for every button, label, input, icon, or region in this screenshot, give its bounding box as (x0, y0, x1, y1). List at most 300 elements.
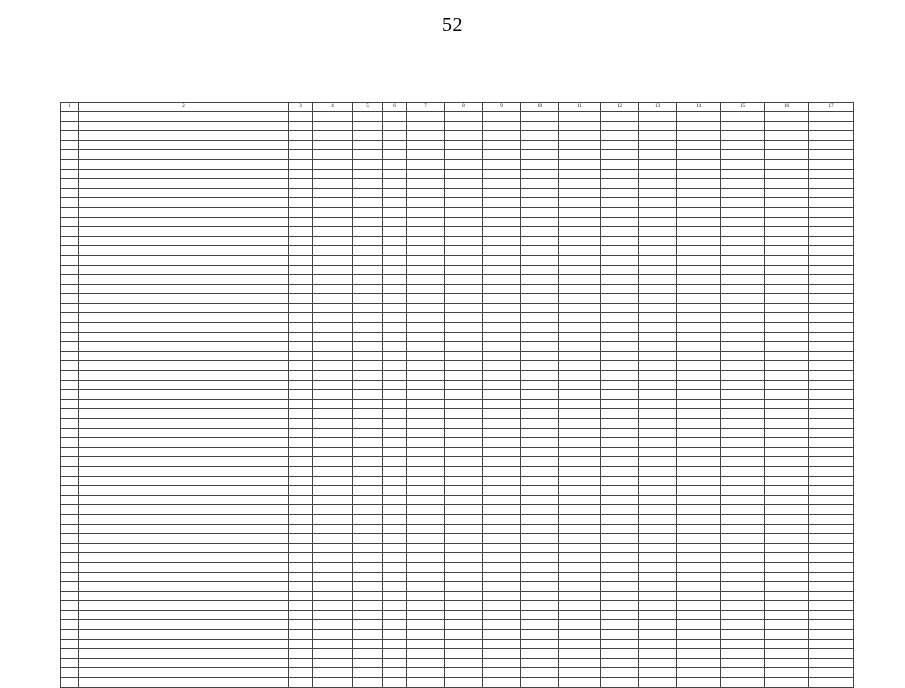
table-cell (407, 620, 445, 630)
table-cell (601, 207, 639, 217)
table-cell (383, 303, 407, 313)
table-cell (809, 639, 854, 649)
table-cell (61, 572, 79, 582)
table-row (61, 524, 854, 534)
table-cell (677, 227, 721, 237)
table-cell (809, 313, 854, 323)
table-cell (677, 121, 721, 131)
table-cell (289, 572, 313, 582)
table-cell (353, 505, 383, 515)
table-cell (809, 534, 854, 544)
table-cell (79, 169, 289, 179)
table-cell (61, 303, 79, 313)
table-cell (383, 294, 407, 304)
table-cell (353, 294, 383, 304)
table-cell (289, 121, 313, 131)
table-cell (383, 610, 407, 620)
table-cell (809, 188, 854, 198)
table-cell (353, 447, 383, 457)
page-number: 52 (442, 14, 463, 36)
table-cell (559, 236, 601, 246)
table-cell (313, 169, 353, 179)
table-cell (639, 332, 677, 342)
table-row (61, 303, 854, 313)
table-cell (639, 399, 677, 409)
table-cell (559, 361, 601, 371)
table-cell (61, 543, 79, 553)
table-cell (353, 255, 383, 265)
table-cell (383, 188, 407, 198)
table-cell (445, 112, 483, 122)
table-cell (721, 351, 765, 361)
table-cell (721, 294, 765, 304)
table-cell (601, 275, 639, 285)
table-cell (79, 342, 289, 352)
table-cell (677, 246, 721, 256)
table-cell (445, 159, 483, 169)
table-cell (483, 678, 521, 688)
table-row (61, 419, 854, 429)
table-cell (445, 658, 483, 668)
table-cell (601, 380, 639, 390)
table-cell (353, 428, 383, 438)
table-cell (483, 668, 521, 678)
table-cell (445, 207, 483, 217)
table-cell (601, 131, 639, 141)
table-cell (677, 140, 721, 150)
table-cell (601, 601, 639, 611)
table-cell (721, 188, 765, 198)
table-cell (383, 351, 407, 361)
table-cell (559, 505, 601, 515)
table-cell (721, 131, 765, 141)
table-cell (445, 351, 483, 361)
table-cell (721, 313, 765, 323)
table-cell (61, 121, 79, 131)
table-cell (61, 466, 79, 476)
table-cell (289, 514, 313, 524)
table-cell (601, 466, 639, 476)
table-cell (521, 380, 559, 390)
table-cell (601, 524, 639, 534)
table-cell (765, 236, 809, 246)
table-cell (445, 562, 483, 572)
table-cell (353, 313, 383, 323)
table-row (61, 227, 854, 237)
table-cell (289, 610, 313, 620)
table-cell (61, 284, 79, 294)
table-cell (721, 246, 765, 256)
column-number: 5 (353, 103, 383, 112)
table-cell (521, 294, 559, 304)
table-cell (79, 572, 289, 582)
table-cell (677, 112, 721, 122)
table-cell (383, 313, 407, 323)
table-cell (559, 131, 601, 141)
table-cell (559, 179, 601, 189)
table-cell (601, 342, 639, 352)
table-cell (721, 630, 765, 640)
table-cell (521, 131, 559, 141)
table-cell (313, 438, 353, 448)
table-cell (639, 121, 677, 131)
table-cell (61, 658, 79, 668)
table-cell (383, 438, 407, 448)
table-cell (809, 294, 854, 304)
table-cell (407, 457, 445, 467)
table-cell (383, 639, 407, 649)
table-cell (79, 399, 289, 409)
table-cell (289, 428, 313, 438)
table-cell (353, 361, 383, 371)
table-cell (483, 428, 521, 438)
table-cell (313, 543, 353, 553)
table-cell (483, 188, 521, 198)
table-cell (61, 630, 79, 640)
table-cell (639, 342, 677, 352)
table-cell (483, 447, 521, 457)
table-cell (445, 390, 483, 400)
table-cell (521, 610, 559, 620)
table-cell (445, 591, 483, 601)
table-cell (79, 447, 289, 457)
table-cell (289, 562, 313, 572)
table-cell (353, 236, 383, 246)
table-cell (383, 275, 407, 285)
table-cell (407, 562, 445, 572)
table-cell (383, 562, 407, 572)
table-cell (289, 630, 313, 640)
table-cell (483, 255, 521, 265)
table-cell (721, 678, 765, 688)
table-cell (601, 678, 639, 688)
table-cell (313, 505, 353, 515)
table-cell (407, 361, 445, 371)
table-cell (809, 649, 854, 659)
table-cell (601, 447, 639, 457)
table-cell (353, 543, 383, 553)
table-cell (383, 553, 407, 563)
table-cell (765, 380, 809, 390)
table-cell (601, 351, 639, 361)
column-number: 14 (677, 103, 721, 112)
table-cell (809, 323, 854, 333)
table-cell (559, 428, 601, 438)
table-cell (383, 399, 407, 409)
table-row (61, 438, 854, 448)
table-cell (721, 342, 765, 352)
table-cell (445, 131, 483, 141)
table-cell (289, 543, 313, 553)
table-cell (677, 351, 721, 361)
table-cell (721, 275, 765, 285)
table-cell (383, 236, 407, 246)
table-cell (383, 371, 407, 381)
table-cell (483, 227, 521, 237)
table-cell (601, 217, 639, 227)
table-cell (721, 236, 765, 246)
table-cell (639, 582, 677, 592)
table-cell (809, 572, 854, 582)
table-cell (601, 649, 639, 659)
table-cell (407, 275, 445, 285)
table-cell (445, 342, 483, 352)
table-cell (639, 303, 677, 313)
table-cell (521, 169, 559, 179)
table-cell (79, 390, 289, 400)
table-cell (765, 409, 809, 419)
table-cell (677, 150, 721, 160)
table-cell (521, 639, 559, 649)
table-cell (639, 198, 677, 208)
table-row (61, 534, 854, 544)
table-cell (61, 342, 79, 352)
table-cell (765, 399, 809, 409)
table-cell (79, 332, 289, 342)
table-cell (559, 649, 601, 659)
table-cell (483, 534, 521, 544)
table-cell (601, 323, 639, 333)
table-cell (289, 466, 313, 476)
table-cell (639, 351, 677, 361)
table-cell (483, 351, 521, 361)
table-cell (313, 524, 353, 534)
table-cell (407, 121, 445, 131)
table-cell (809, 505, 854, 515)
table-cell (353, 572, 383, 582)
table-cell (521, 678, 559, 688)
table-row (61, 188, 854, 198)
table-cell (61, 601, 79, 611)
table-row (61, 553, 854, 563)
table-cell (289, 457, 313, 467)
table-cell (353, 678, 383, 688)
table-cell (353, 207, 383, 217)
table-cell (383, 380, 407, 390)
table-cell (407, 582, 445, 592)
table-cell (383, 572, 407, 582)
table-cell (445, 399, 483, 409)
table-cell (721, 572, 765, 582)
table-cell (483, 466, 521, 476)
table-cell (407, 553, 445, 563)
table-cell (313, 428, 353, 438)
table-cell (313, 466, 353, 476)
table-cell (765, 140, 809, 150)
table-row (61, 428, 854, 438)
table-cell (809, 265, 854, 275)
table-cell (313, 303, 353, 313)
table-cell (521, 505, 559, 515)
column-number: 10 (521, 103, 559, 112)
table-cell (677, 466, 721, 476)
table-cell (765, 294, 809, 304)
table-cell (639, 284, 677, 294)
column-number: 1 (61, 103, 79, 112)
table-cell (61, 678, 79, 688)
table-cell (289, 112, 313, 122)
table-cell (601, 514, 639, 524)
table-cell (445, 466, 483, 476)
table-cell (639, 275, 677, 285)
table-cell (313, 409, 353, 419)
table-cell (677, 159, 721, 169)
table-cell (677, 601, 721, 611)
table-cell (521, 524, 559, 534)
table-cell (765, 246, 809, 256)
table-cell (353, 610, 383, 620)
table-cell (765, 112, 809, 122)
table-cell (809, 476, 854, 486)
table-cell (765, 207, 809, 217)
table-cell (313, 351, 353, 361)
table-cell (61, 428, 79, 438)
table-cell (445, 188, 483, 198)
table-cell (639, 380, 677, 390)
table-cell (445, 121, 483, 131)
table-cell (721, 217, 765, 227)
table-cell (313, 198, 353, 208)
table-row (61, 217, 854, 227)
table-cell (677, 390, 721, 400)
table-cell (407, 572, 445, 582)
table-cell (639, 390, 677, 400)
table-cell (677, 419, 721, 429)
table-cell (79, 582, 289, 592)
table-cell (765, 601, 809, 611)
table-cell (61, 620, 79, 630)
table-cell (765, 284, 809, 294)
table-cell (353, 265, 383, 275)
table-cell (639, 246, 677, 256)
table-cell (483, 159, 521, 169)
table-row (61, 543, 854, 553)
table-cell (313, 553, 353, 563)
table-cell (521, 150, 559, 160)
table-cell (809, 678, 854, 688)
table-cell (313, 639, 353, 649)
table-cell (809, 438, 854, 448)
table-cell (407, 658, 445, 668)
table-row (61, 486, 854, 496)
table-cell (79, 150, 289, 160)
table-cell (639, 159, 677, 169)
table-cell (765, 121, 809, 131)
column-number: 9 (483, 103, 521, 112)
table-cell (521, 390, 559, 400)
table-cell (445, 495, 483, 505)
table-cell (677, 131, 721, 141)
table-cell (809, 658, 854, 668)
table-cell (677, 610, 721, 620)
table-cell (809, 179, 854, 189)
table-cell (521, 438, 559, 448)
table-cell (383, 131, 407, 141)
table-cell (559, 380, 601, 390)
table-cell (483, 486, 521, 496)
table-cell (721, 332, 765, 342)
table-cell (809, 562, 854, 572)
table-cell (483, 582, 521, 592)
table-cell (721, 207, 765, 217)
table-cell (559, 591, 601, 601)
table-cell (521, 198, 559, 208)
table-cell (445, 630, 483, 640)
table-cell (79, 361, 289, 371)
table-cell (445, 380, 483, 390)
table-cell (677, 371, 721, 381)
table-cell (383, 495, 407, 505)
table-cell (559, 457, 601, 467)
table-cell (353, 630, 383, 640)
table-cell (383, 630, 407, 640)
table-cell (289, 668, 313, 678)
table-cell (289, 419, 313, 429)
table-cell (289, 495, 313, 505)
table-cell (483, 572, 521, 582)
table-cell (383, 169, 407, 179)
table-cell (809, 610, 854, 620)
table-cell (289, 169, 313, 179)
table-cell (721, 476, 765, 486)
table-cell (353, 188, 383, 198)
table-cell (353, 332, 383, 342)
table-cell (445, 447, 483, 457)
table-cell (721, 255, 765, 265)
table-cell (521, 428, 559, 438)
table-cell (809, 582, 854, 592)
table-cell (313, 236, 353, 246)
table-cell (559, 323, 601, 333)
table-cell (559, 188, 601, 198)
table-cell (521, 562, 559, 572)
table-cell (353, 351, 383, 361)
table-cell (677, 505, 721, 515)
table-cell (809, 236, 854, 246)
table-cell (521, 303, 559, 313)
table-cell (79, 428, 289, 438)
table-cell (353, 371, 383, 381)
table-cell (559, 371, 601, 381)
table-row (61, 198, 854, 208)
table-cell (407, 371, 445, 381)
table-cell (521, 495, 559, 505)
table-cell (407, 188, 445, 198)
table-cell (765, 428, 809, 438)
table-cell (289, 198, 313, 208)
table-cell (79, 159, 289, 169)
table-cell (61, 255, 79, 265)
table-cell (483, 601, 521, 611)
table-cell (721, 380, 765, 390)
table-cell (313, 188, 353, 198)
table-cell (445, 620, 483, 630)
table-cell (721, 179, 765, 189)
table-cell (639, 534, 677, 544)
table-cell (61, 591, 79, 601)
table-cell (559, 495, 601, 505)
table-cell (559, 399, 601, 409)
table-cell (445, 409, 483, 419)
table-cell (79, 495, 289, 505)
table-cell (445, 572, 483, 582)
table-cell (61, 553, 79, 563)
table-row (61, 265, 854, 275)
table-cell (61, 275, 79, 285)
table-cell (383, 342, 407, 352)
table-cell (559, 534, 601, 544)
table-cell (61, 419, 79, 429)
